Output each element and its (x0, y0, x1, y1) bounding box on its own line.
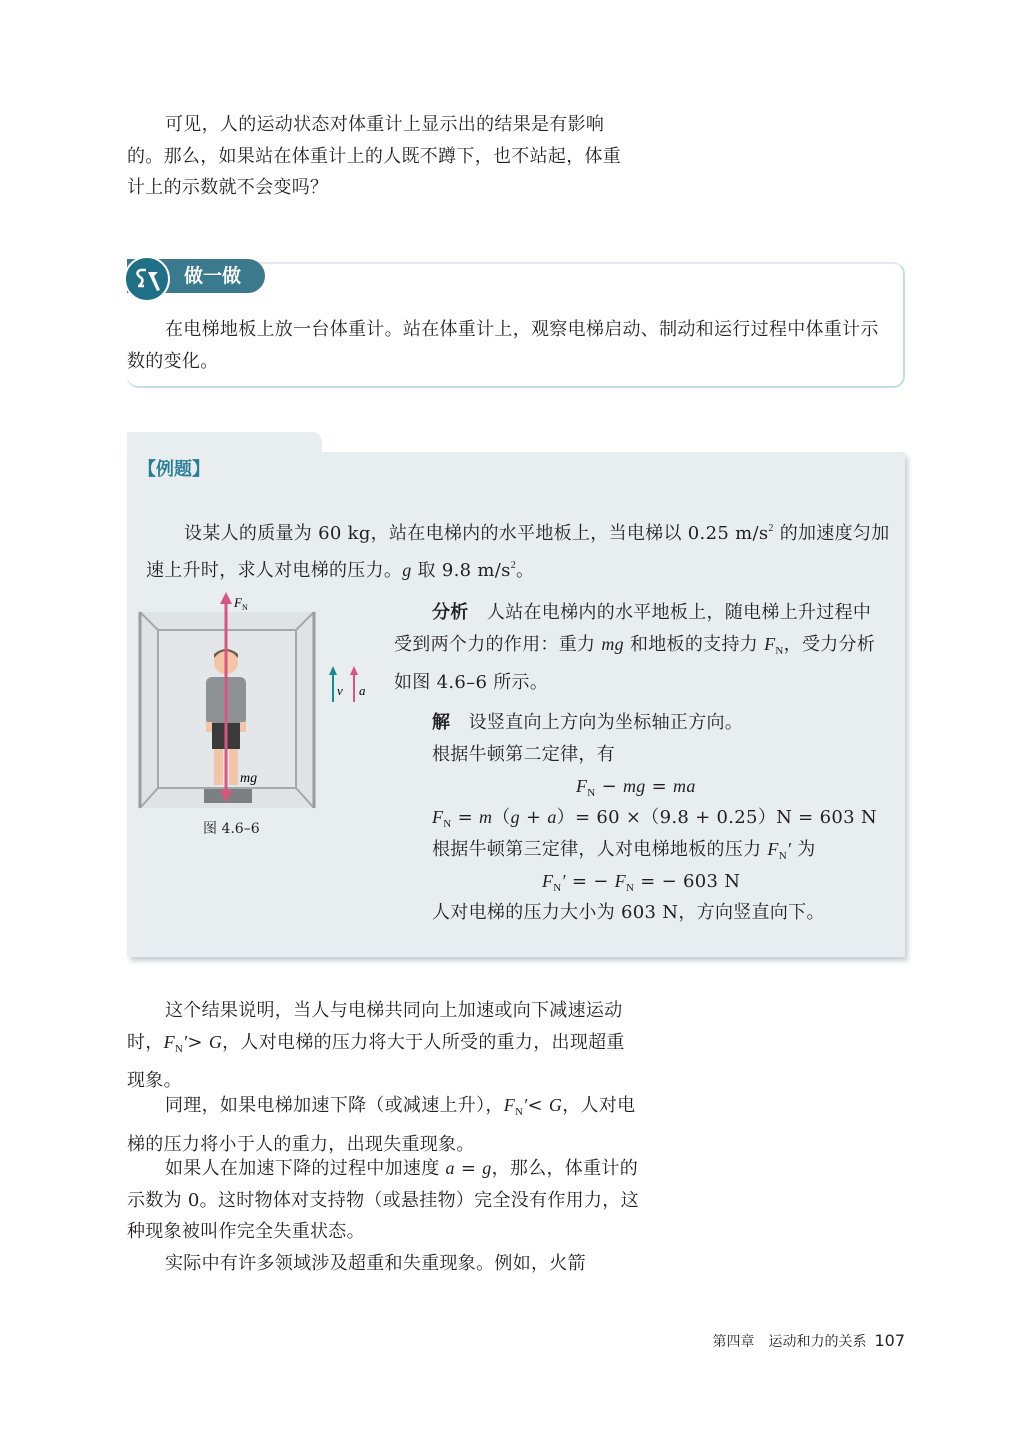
math-run: F (614, 871, 626, 891)
text-run: 设竖直向上方向为坐标轴正方向。 (450, 712, 744, 733)
math-run: ′ (183, 1031, 188, 1052)
math-run: mg (622, 776, 646, 796)
label-mg: mg (240, 771, 258, 786)
intro-paragraph (127, 109, 639, 204)
solution-line (432, 897, 825, 929)
example-title: 【例题】 (138, 459, 210, 480)
example-analysis (394, 597, 889, 699)
heading-label: 解 (432, 712, 451, 733)
text-run: + (519, 807, 548, 828)
text-run: ）= 60 ×（9.8 + 0.25）N = 603 N (556, 807, 877, 828)
math-run: F (764, 633, 776, 654)
figure-caption: 图 4.6–6 (203, 821, 260, 837)
text-run: 人对电梯的压力大小为 603 N，方向竖直向下。 (432, 902, 825, 923)
body-paragraph (127, 1090, 639, 1160)
heading-label: 分析 (432, 602, 469, 623)
math-run: N (775, 644, 784, 657)
text-run: ，人对电梯的压力将大于人所受的重力，出现超重现象。 (127, 1031, 625, 1091)
math-run: F (767, 839, 779, 859)
try-it-text (127, 314, 889, 377)
math-run: 2 (510, 559, 516, 571)
text-run: ，人对电梯的压力将小于人的重力，出现失重现象。 (127, 1095, 636, 1155)
body-paragraph (127, 1153, 639, 1248)
math-run: N (587, 787, 596, 799)
math-run: ′ (786, 839, 792, 859)
hammer-wrench-icon (124, 256, 170, 302)
math-run: N (443, 818, 452, 830)
text-run: > (187, 1031, 209, 1053)
text-run: ，那么，体重计的示数为 0。这时物体对支持物（或悬挂物）完全没有作用力，这种现象被叫作完全失重状态。 (127, 1158, 639, 1242)
math-run: g (510, 807, 520, 827)
math-run: G (548, 1095, 563, 1115)
math-run: F (576, 776, 588, 796)
text-run: 设某人的质量为 60 kg，站在电梯内的水平地板上，当电梯以 0.25 m/s (184, 523, 769, 544)
math-run: ma (673, 776, 696, 796)
math-run: ′ (561, 871, 566, 891)
math-run: a (547, 807, 557, 827)
math-run: g (402, 559, 412, 580)
text-run: < (527, 1095, 549, 1116)
text-run: 这个结果说明，当人与电梯共同向上加速或向下减速运动时， (127, 1000, 623, 1053)
math-run: 2 (768, 523, 774, 534)
chapter-title: 第四章 运动和力的关系 (712, 1334, 867, 1350)
text-run: = − (565, 871, 615, 892)
text-run: = (451, 807, 479, 828)
text-run: 根据牛顿第二定律，有 (432, 744, 615, 765)
text-run: = (454, 1158, 483, 1179)
text-run: 的加速度匀加速上升时，求人对电梯的压力。 (146, 523, 890, 581)
text-run: 为 (791, 839, 816, 860)
body-paragraph (127, 995, 639, 1097)
elevator-force-diagram (138, 592, 366, 812)
text-run: （ (492, 807, 511, 828)
math-run: m (478, 807, 493, 827)
text-run: = (645, 776, 674, 797)
page-number: 107 (874, 1331, 905, 1350)
text-run: = − 603 N (634, 871, 741, 892)
math-run: F (163, 1031, 175, 1052)
solution-line (432, 739, 615, 771)
text-run: − (595, 776, 623, 797)
math-run: N (515, 1106, 524, 1118)
text-run: 根据牛顿第三定律，人对电梯地板的压力 (432, 839, 768, 860)
label-fn-sub: N (242, 603, 248, 612)
math-run: N (174, 1042, 184, 1055)
text-run: 和地板的支持力 (623, 633, 765, 655)
math-run: F (432, 807, 444, 827)
math-run: mg (601, 633, 624, 654)
example-problem (146, 513, 891, 586)
try-it-label: 做一做 (184, 265, 242, 287)
text-run: 同理，如果电梯加速下降（或减速上升）， (165, 1095, 504, 1116)
text-run: 可见，人的运动状态对体重计上显示出的结果是有影响的。那么，如果站在体重计上的人既不蹲下，也不站起，体重计上的示数就不会变吗？ (127, 114, 622, 198)
math-run: N (553, 882, 562, 894)
math-run: g (482, 1158, 492, 1178)
math-run: N (625, 882, 635, 894)
math-run: F (542, 871, 554, 891)
text-run: 人站在电梯内的水平地板上，随电梯上升过程中受到两个力的作用：重力 (394, 602, 872, 655)
text-run: 。 (516, 559, 535, 581)
solution-line (432, 707, 743, 739)
math-run: F (503, 1095, 515, 1115)
label-a: a (359, 683, 366, 698)
text-run: 如果人在加速下降的过程中加速度 (165, 1158, 446, 1179)
text-run: 在电梯地板上放一台体重计。站在体重计上，观察电梯启动、制动和运行过程中体重计示数的变化。 (127, 319, 879, 372)
text-run: 取 9.8 m/s (411, 559, 511, 581)
math-run: a (445, 1158, 455, 1178)
label-v: v (337, 683, 343, 698)
text-run: ，受力分析如图 4.6–6 所示。 (394, 633, 876, 693)
body-paragraph (127, 1248, 639, 1280)
page-footer (712, 1331, 905, 1351)
text-run: 实际中有许多领域涉及超重和失重现象。例如，火箭 (165, 1253, 586, 1274)
math-run: N (778, 850, 787, 862)
math-run: ′ (523, 1095, 528, 1115)
example-tab (127, 432, 322, 454)
math-run: G (208, 1031, 223, 1052)
label-fn: F (234, 595, 242, 610)
